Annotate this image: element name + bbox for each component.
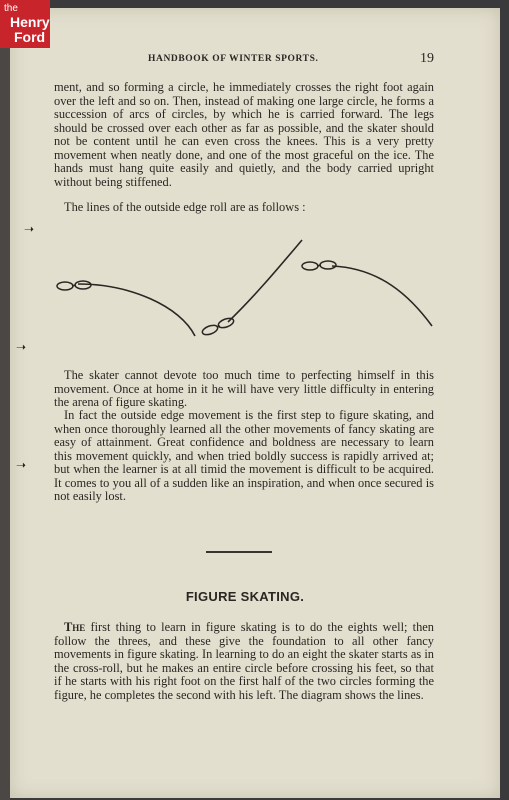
page-number: 19 bbox=[420, 51, 434, 66]
paragraph-2: The lines of the outside edge roll are as follows : bbox=[64, 200, 306, 214]
section-heading: FIGURE SKATING. bbox=[185, 589, 305, 604]
margin-mark-1: ➝ bbox=[24, 222, 35, 236]
paragraph-3: The skater cannot devote too much time to perfecting himself in this movement. Once at home in it he will have very little difficulty in entering the arena of figure skating. bbox=[54, 368, 434, 409]
skate-blade-1 bbox=[57, 281, 91, 290]
paragraph-1: ment, and so forming a circle, he immediately crosses the right foot again over the left and so on. Then, instead of making one large circle, he forms a succession of arcs of circles, by which he is carried forward. The legs should be crossed over each other as far as possible, and the skater should not be content until he can even cross the knees. This is a very pretty movement when neatly done, and one of the most graceful on the ice. The hands must hang quite easily and quietly, and the body carried upright without being stiffened. bbox=[54, 80, 434, 189]
skate-blade-3 bbox=[302, 261, 336, 270]
book-spine-edge bbox=[0, 0, 10, 800]
margin-mark-3: ➝ bbox=[16, 458, 27, 472]
paragraph-5-lead: The bbox=[64, 620, 86, 634]
henry-ford-logo bbox=[0, 0, 50, 48]
paragraph-4: In fact the outside edge movement is the first step to figure skating, and when once thoroughly learned all the other movements of fancy skating are easy of attainment. Great confidence and boldness are necessary to learn this movement quickly, and when tried boldly success is rapidly arrived at; but when the learner is at all timid the movement is difficult to be acquired. It comes to you all of a sudden like an inspiration, and when once secured is not easily lost. bbox=[54, 408, 434, 503]
arc-2 bbox=[228, 240, 302, 322]
arc-3 bbox=[332, 266, 432, 326]
running-head: HANDBOOK OF WINTER SPORTS. bbox=[148, 54, 319, 64]
paragraph-5 bbox=[54, 621, 434, 702]
margin-mark-2: ➝ bbox=[16, 340, 27, 354]
section-divider bbox=[206, 551, 272, 553]
logo-text-henry: Henry bbox=[10, 14, 50, 30]
logo-text-the: the bbox=[4, 3, 18, 14]
logo-text-ford: Ford bbox=[14, 29, 46, 45]
outside-edge-roll-diagram bbox=[50, 236, 440, 354]
paragraph-5-body: first thing to learn in figure skating is to do the eights well; then follow the threes, and these give the foundation to all other fancy movements in figure skating. In learning to do an eight the skater starts as in the cross-roll, but he makes an entire circle before crossing his feet, so that if he starts with his right foot on the first half of the two circles forming the figure, he completes the second with his left. The diagram shows the lines. bbox=[54, 620, 434, 702]
arc-1 bbox=[78, 284, 195, 336]
